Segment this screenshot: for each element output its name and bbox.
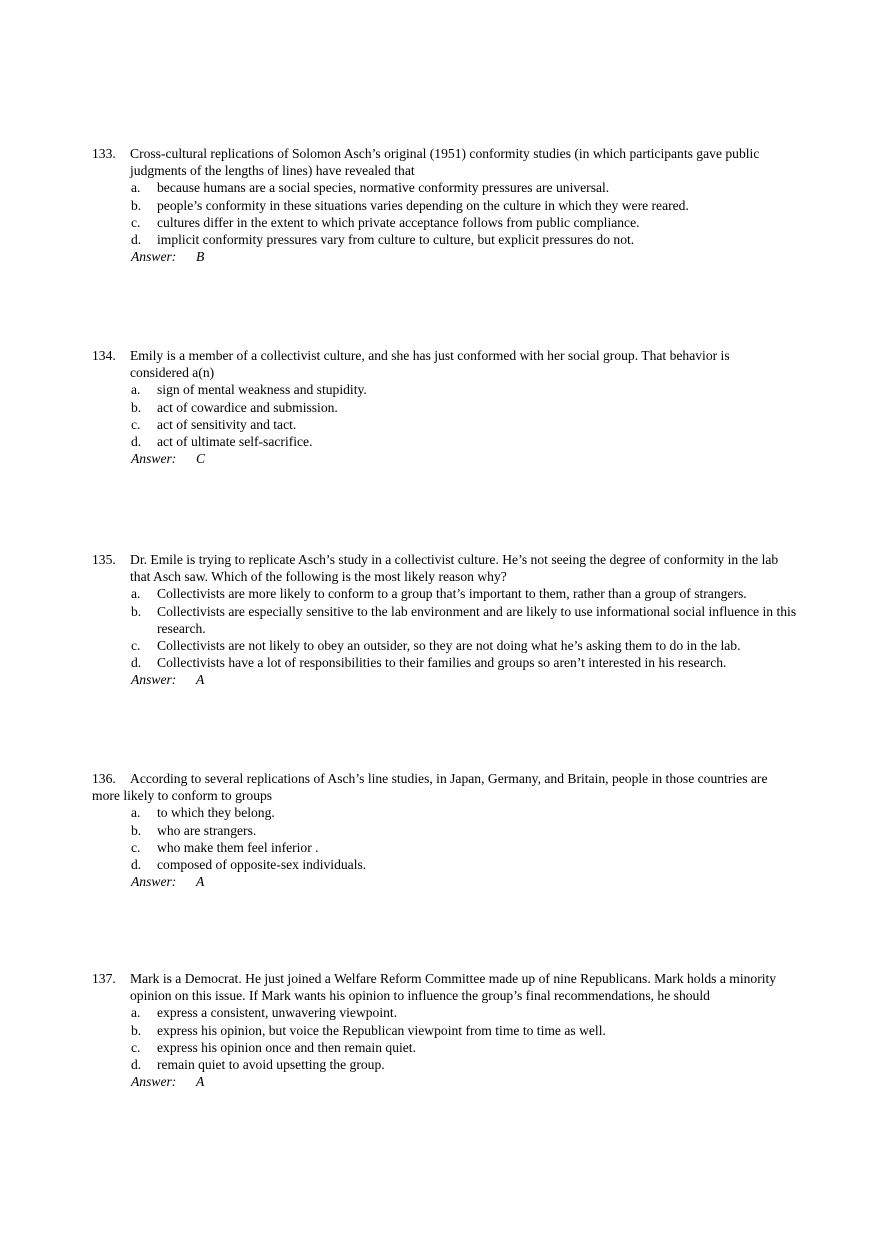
option-text: composed of opposite-sex individuals. (157, 857, 367, 873)
question-number: 135. (92, 552, 116, 567)
options-list (0, 585, 880, 671)
option-text: Collectivists are more likely to conform to a group that’s important to them, rather than a group of strangers. (157, 586, 747, 602)
question-text: Mark is a Democrat. He just joined a Welfare Reform Committee made up of nine Republicans. Mark holds a minority opinion on this issue. If Mark wants his opinion to influence the group’s final recommendations, he should (130, 971, 777, 1004)
option-letter: b. (131, 1022, 142, 1038)
option-b (0, 603, 797, 637)
option-text: who make them feel inferior . (157, 839, 319, 855)
options-list (0, 804, 880, 873)
option-d (0, 654, 797, 671)
option-text: express his opinion once and then remain quiet. (157, 1039, 416, 1055)
question-text: Dr. Emile is trying to replicate Asch’s study in a collectivist culture. He’s not seeing the degree of conformity in the lab that Asch saw. Which of the following is the most likely reason why? (130, 552, 779, 585)
answer-line (0, 873, 880, 890)
option-a (0, 585, 797, 602)
option-text: sign of mental weakness and stupidity. (157, 382, 367, 398)
answer-line (0, 671, 880, 688)
option-letter: b. (131, 603, 142, 619)
option-c (0, 637, 797, 654)
option-letter: d. (131, 434, 142, 450)
option-text: cultures differ in the extent to which private acceptance follows from public compliance. (157, 214, 640, 230)
option-letter: d. (131, 655, 142, 671)
option-c (0, 214, 797, 231)
answer-label: Answer: (131, 1074, 177, 1090)
options-list (0, 381, 880, 450)
question-136 (0, 770, 880, 890)
question-number: 136. (92, 771, 116, 786)
option-text: Collectivists are not likely to obey an outsider, so they are not doing what he’s asking them to do in the lab. (157, 638, 741, 654)
option-d (0, 433, 797, 450)
option-text: to which they belong. (157, 805, 275, 821)
question-stem (0, 145, 790, 179)
option-text: remain quiet to avoid upsetting the group. (157, 1057, 385, 1073)
option-letter: a. (131, 382, 141, 398)
option-letter: c. (131, 839, 141, 855)
option-c (0, 1039, 797, 1056)
options-list (0, 179, 880, 248)
option-text: because humans are a social species, normative conformity pressures are universal. (157, 180, 610, 196)
option-text: act of ultimate self-sacrifice. (157, 434, 313, 450)
option-text: Collectivists have a lot of responsibilities to their families and groups so aren’t interested in his research. (157, 655, 727, 671)
option-text: implicit conformity pressures vary from culture to culture, but explicit pressures do not. (157, 232, 635, 248)
answer-value: B (196, 249, 205, 265)
option-text: act of sensitivity and tact. (157, 416, 297, 432)
answer-line (0, 248, 880, 265)
answer-line (0, 450, 880, 467)
answer-label: Answer: (131, 672, 177, 688)
option-letter: c. (131, 214, 141, 230)
option-a (0, 1004, 797, 1021)
question-text: Cross-cultural replications of Solomon Asch’s original (1951) conformity studies (in which participants gave public judgments of the lengths of lines) have revealed that (130, 146, 760, 179)
option-d (0, 856, 797, 873)
answer-label: Answer: (131, 874, 177, 890)
option-b (0, 1022, 797, 1039)
answer-label: Answer: (131, 451, 177, 467)
option-letter: d. (131, 857, 142, 873)
option-a (0, 381, 797, 398)
question-134 (0, 347, 880, 467)
question-number: 134. (92, 348, 116, 363)
option-letter: b. (131, 197, 142, 213)
question-stem (0, 347, 790, 381)
answer-value: A (196, 874, 205, 890)
question-stem (92, 770, 792, 804)
option-letter: d. (131, 232, 142, 248)
option-letter: c. (131, 416, 141, 432)
question-number: 137. (92, 971, 116, 986)
option-a (0, 804, 797, 821)
option-letter: a. (131, 180, 141, 196)
option-text: people’s conformity in these situations varies depending on the culture in which they were reared. (157, 197, 689, 213)
answer-value: A (196, 1074, 205, 1090)
option-letter: b. (131, 822, 142, 838)
option-c (0, 416, 797, 433)
answer-label: Answer: (131, 249, 177, 265)
option-letter: d. (131, 1057, 142, 1073)
option-b (0, 822, 797, 839)
question-137 (0, 970, 880, 1090)
option-text: express a consistent, unwavering viewpoint. (157, 1005, 398, 1021)
answer-value: C (196, 451, 206, 467)
question-text: According to several replications of Asch’s line studies, in Japan, Germany, and Britain, people in those countries are more likely to conform to groups (92, 771, 768, 804)
option-letter: a. (131, 586, 141, 602)
question-133 (0, 145, 880, 265)
question-text: Emily is a member of a collectivist culture, and she has just conformed with her social group. That behavior is considered a(n) (130, 348, 730, 381)
option-d (0, 231, 797, 248)
question-stem (0, 551, 790, 585)
option-b (0, 197, 797, 214)
option-text: who are strangers. (157, 822, 257, 838)
option-b (0, 399, 797, 416)
option-c (0, 839, 797, 856)
option-letter: a. (131, 805, 141, 821)
option-letter: c. (131, 638, 141, 654)
options-list (0, 1004, 880, 1073)
question-stem (0, 970, 790, 1004)
answer-line (0, 1073, 880, 1090)
option-a (0, 179, 797, 196)
option-text: express his opinion, but voice the Republican viewpoint from time to time as well. (157, 1022, 606, 1038)
option-letter: a. (131, 1005, 141, 1021)
answer-value: A (196, 672, 205, 688)
question-number: 133. (92, 146, 116, 161)
question-135 (0, 551, 880, 689)
option-d (0, 1056, 797, 1073)
option-letter: b. (131, 399, 142, 415)
option-letter: c. (131, 1039, 141, 1055)
option-text: Collectivists are especially sensitive to the lab environment and are likely to use informational social influence in this research. (157, 603, 797, 636)
option-text: act of cowardice and submission. (157, 399, 338, 415)
